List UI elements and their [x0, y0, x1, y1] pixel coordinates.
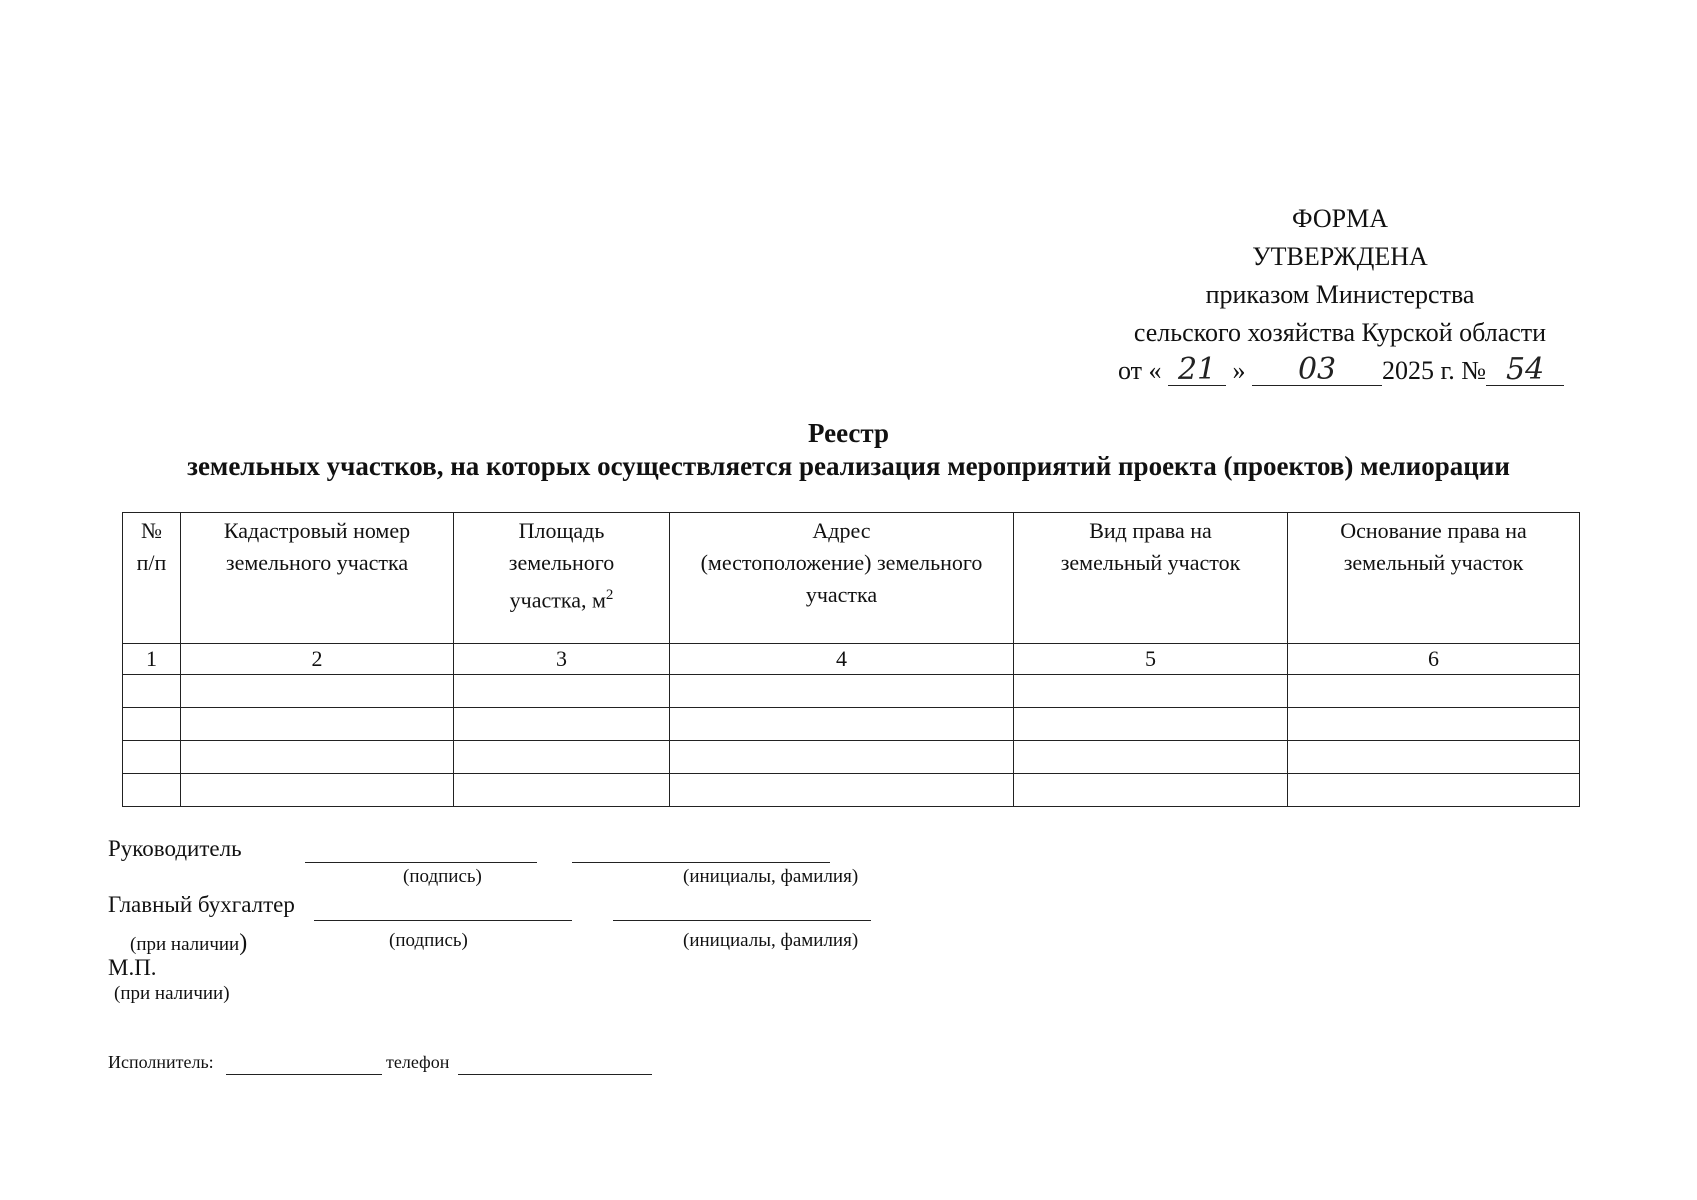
- table-cell[interactable]: [181, 675, 454, 708]
- column-number: 4: [670, 644, 1014, 675]
- phone-label: телефон: [386, 1052, 450, 1072]
- head-signature-line[interactable]: [305, 862, 537, 863]
- head-label: Руководитель: [108, 836, 242, 861]
- column-number: 6: [1288, 644, 1580, 675]
- table-cell[interactable]: [1014, 708, 1288, 741]
- order-label: приказом Министерства: [1205, 280, 1475, 309]
- table-row: [123, 708, 1580, 741]
- form-label: ФОРМА: [1292, 204, 1388, 233]
- seal-label: М.П.: [108, 955, 157, 980]
- approval-block: [1100, 200, 1580, 387]
- table-cell[interactable]: [123, 774, 181, 807]
- approval-day: 21: [1168, 355, 1226, 386]
- table-cell[interactable]: [123, 675, 181, 708]
- table-cell[interactable]: [1288, 741, 1580, 774]
- table-row: [123, 741, 1580, 774]
- table-cell[interactable]: [181, 708, 454, 741]
- header-number: № п/п: [123, 513, 181, 644]
- table-cell[interactable]: [454, 708, 670, 741]
- column-numbers-row: [123, 644, 1580, 675]
- table-cell[interactable]: [123, 708, 181, 741]
- table-cell[interactable]: [1288, 708, 1580, 741]
- phone-line[interactable]: [458, 1074, 652, 1075]
- seal-if-any: (при наличии): [114, 983, 230, 1004]
- header-area: Площадь земельного участка, $м^2$: [454, 513, 670, 644]
- table-cell[interactable]: [181, 741, 454, 774]
- table-cell[interactable]: [1014, 774, 1288, 807]
- accountant-if-any: (при наличии): [130, 930, 248, 956]
- executor-label: Исполнитель:: [108, 1052, 214, 1072]
- table-row: [123, 774, 1580, 807]
- head-name-hint: (инициалы, фамилия): [683, 866, 859, 887]
- header-right-type: Вид права на земельный участок: [1014, 513, 1288, 644]
- accountant-label: Главный бухгалтер: [108, 892, 295, 917]
- table-cell[interactable]: [1288, 774, 1580, 807]
- registry-table: [122, 512, 1580, 807]
- header-right-basis: Основание права на земельный участок: [1288, 513, 1580, 644]
- registry-title: Реестр: [807, 418, 890, 448]
- column-number: 5: [1014, 644, 1288, 675]
- approved-label: УТВЕРЖДЕНА: [1252, 242, 1428, 271]
- column-number: 2: [181, 644, 454, 675]
- table-cell[interactable]: [670, 675, 1014, 708]
- column-number: 3: [454, 644, 670, 675]
- header-address: Адрес (местоположение) земельного участка: [670, 513, 1014, 644]
- ministry-label: сельского хозяйства Курской области: [1133, 318, 1547, 347]
- accountant-name-hint: (инициалы, фамилия): [683, 930, 859, 951]
- table-cell[interactable]: [454, 741, 670, 774]
- approval-date-line: от « 21 » 03 2025 г. № 54: [1118, 352, 1564, 390]
- table-row: [123, 675, 1580, 708]
- table-cell[interactable]: [181, 774, 454, 807]
- table-cell[interactable]: [1014, 741, 1288, 774]
- table-cell[interactable]: [1014, 675, 1288, 708]
- table-cell[interactable]: [670, 774, 1014, 807]
- head-signature-hint: (подпись): [403, 866, 482, 887]
- approval-month: 03: [1252, 355, 1382, 386]
- accountant-signature-hint: (подпись): [389, 930, 468, 951]
- table-cell[interactable]: [670, 708, 1014, 741]
- table-cell[interactable]: [454, 774, 670, 807]
- approval-number: 54: [1486, 355, 1564, 386]
- table-header-row: [123, 513, 1580, 644]
- table-cell[interactable]: [1288, 675, 1580, 708]
- header-cadastral: Кадастровый номер земельного участка: [181, 513, 454, 644]
- executor-line[interactable]: [226, 1074, 382, 1075]
- table-cell[interactable]: [454, 675, 670, 708]
- accountant-name-line[interactable]: [613, 920, 871, 921]
- registry-subtitle: земельных участков, на которых осуществляется реализация мероприятий проекта (проектов) мелиорации: [187, 451, 1510, 481]
- table-cell[interactable]: [670, 741, 1014, 774]
- head-name-line[interactable]: [572, 862, 830, 863]
- accountant-signature-line[interactable]: [314, 920, 572, 921]
- column-number: 1: [123, 644, 181, 675]
- table-cell[interactable]: [123, 741, 181, 774]
